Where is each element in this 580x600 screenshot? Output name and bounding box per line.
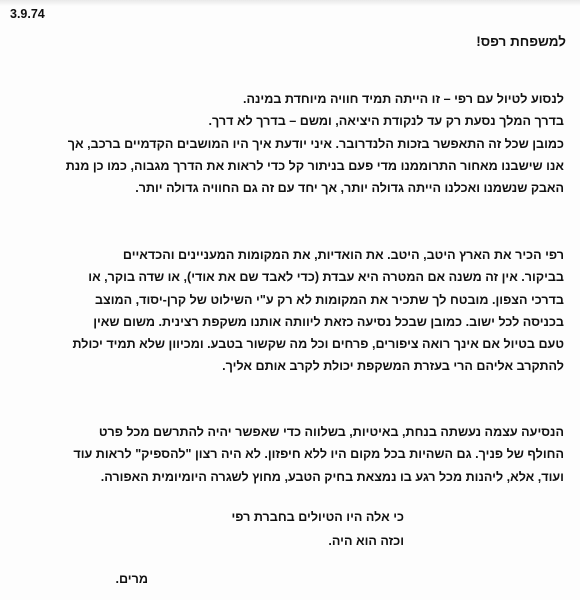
paragraph-line: ועוד, אלא, ליהנות מכל רגע בו נמצאת בחיק הטבע, מחוץ לשגרה היומיומית האפורה. xyxy=(100,469,564,484)
scan-edge-shadow xyxy=(0,0,580,6)
paragraph-line: כמובן שכל זה התאפשר בזכות הלנדרובר. איני יודעת איך היו המושבים הקדמיים ברכב, אך xyxy=(67,136,564,151)
letter-date: 3.9.74 xyxy=(10,7,45,21)
paragraph-1 xyxy=(54,88,564,199)
paragraph-3 xyxy=(54,421,564,488)
paragraph-line: רפי הכיר את הארץ היטב, היטב. את הואדיות, את המקומות המעניינים והכדאיים xyxy=(122,248,564,262)
paragraph-line: החולף של פניך. גם השהיות בכל מקום היו ללא חיפזון. לא היה רצון "להספיק" לראות עוד xyxy=(73,447,564,462)
paragraph-line: האבק שנשמנו ואכלנו הייתה גדולה יותר, אך יחד עם זה גם החוויה גדולה יותר. xyxy=(135,181,564,196)
paragraph-line: הנסיעה עצמה נעשתה בנחת, באיטיות, בשלווה כדי שאפשר יהיה להתרשם מכל פרט xyxy=(98,425,564,439)
letter-signature: מרים. xyxy=(115,572,148,586)
paragraph-line: טעם בטיול אם אינך רואה ציפורים, פרחים וכל מה שקשור בטבע. ומכיוון שלא תמיד יכולת xyxy=(72,337,564,352)
closing-line: כי אלה היו הטיולים בחברת רפי xyxy=(231,510,404,524)
paragraph-line: לנסוע לטיול עם רפי – זו הייתה תמיד חוויה מיוחדת במינה. xyxy=(242,92,564,106)
paragraph-line: בדרכי הצפון. מובטח לך שתכיר את המקומות לא רק ע"י השילוט של קרן-יסוד, המוצב xyxy=(94,292,564,307)
paragraph-line: בדרך המלך נסעת רק עד לנקודת היציאה, ומשם – בדרך לא דרך. xyxy=(208,114,564,129)
paragraph-line: בכניסה לכל ישוב. כמובן שבכל נסיעה כזאת ליוותה אותנו משקפת רצינית. משום שאין xyxy=(93,314,564,329)
paragraph-line: להתקרב אליהם הרי בעזרת המשקפת יכולת לקרב אותם אליך. xyxy=(222,359,564,374)
letter-salutation: למשפחת רפס! xyxy=(476,34,566,49)
paragraph-line: אנו שישבנו מאחור התרוממנו מדי פעם בניתור קל כדי לראות את הדרך מגבוה, כמו כן מנת xyxy=(65,158,564,173)
closing-line: וכזה הוא היה. xyxy=(328,534,404,548)
paragraph-2 xyxy=(54,244,564,378)
paragraph-line: בביקור. אין זה משנה אם המטרה היא עבדת (כדי לאבד שם את אודי), או שדה בוקר, או xyxy=(88,270,564,285)
